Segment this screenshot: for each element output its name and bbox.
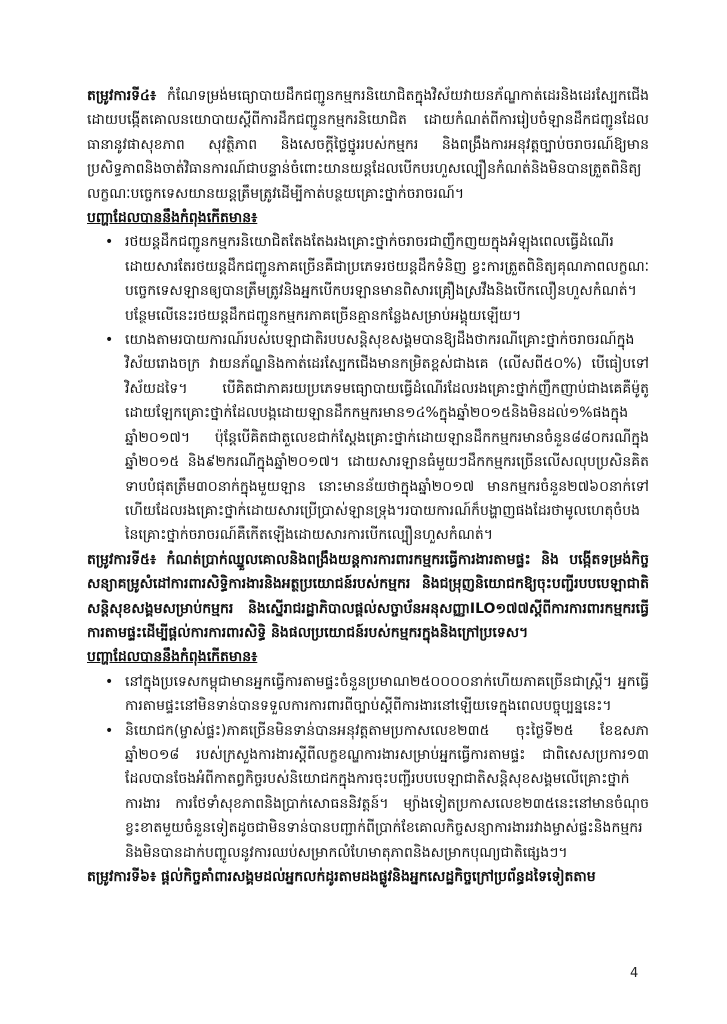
requirement-6-paragraph xyxy=(87,865,649,889)
requirement-4-heading: តម្រូវការទី៤៖ xyxy=(87,88,157,104)
requirement-6-heading: តម្រូវការទី៦៖ xyxy=(87,869,157,885)
list-item-text: យោងតាមរបាយការណ៍របស់បេឡាជាតិរបបសន្តិសុខសង្គមបានឱ្យដឹងថាករណីគ្រោះថ្នាក់ចរាចរណ៍ក្នុងវិស័យរោងចក្រ វាយនភ័ណ្ឌនិងកាត់ដេរស្បែកជើងមានកម្រិតខ្ពស់ជាងគេ (លើសពី៥០%) បើធៀបទៅវិស័យដទៃ។ បើគិតជាភាគរយប្រភេទមធ្យោបាយធ្វើដំណើរដែលរងគ្រោះថ្នាក់ញឹកញាប់ជាងគេគឺម៉ូតូដោយឡែកគ្រោះថ្នាក់ដែលបង្កដោយឡានដឹកកម្មករមាន១៤%ក្នុងឆ្នាំ២០១៥និងមិនដល់១%ផងក្នុងឆ្នាំ២០១៧។ ប៉ុន្តែបើគិតជាតួលេខជាក់ស្តែងគ្រោះថ្នាក់ដោយឡានដឹកកម្មករមានចំនួន៨៨០ករណីក្នុងឆ្នាំ២០១៥ និង៩២ករណីក្នុងឆ្នាំ២០១៧។ ដោយសារឡានធំមួយៗដឹកកម្មករច្រើនលើសលុបប្រសិនគិតទាបបំផុតត្រឹម៣០នាក់ក្នុងមួយឡាន នោះមានន័យថាក្នុងឆ្នាំ២០១៧ មានកម្មករចំនួន២៧៦០នាក់ទៅហើយដែលរងគ្រោះថ្នាក់ដោយសារប្រើប្រាស់ឡានទ្រុង។របាយការណ៍ក៏បង្ហាញផងដែរថាមូលហេតុចំបងនៃគ្រោះថ្នាក់ចរាចរណ៍គឺកើតឡើងដោយសារការបើកល្បឿនហួសកំណត់។ xyxy=(125,332,649,544)
bullet-icon: • xyxy=(105,332,114,349)
list-item xyxy=(105,670,649,719)
list-item xyxy=(105,719,649,865)
list-item-text: រថយន្តដឹកជញ្ជូនកម្មករនិយោជិតតែងតែងរងគ្រោះថ្នាក់ចរាចរជាញឹកញយក្នុងអំឡុងពេលធ្វើដំណើរដោយសារតែរថយន្តដឹកជញ្ជូនភាគច្រើនគឺជាប្រភេទរថយន្តដឹកទំនិញ ខ្វះការត្រួតពិនិត្យគុណភាពលក្ខណៈបច្ចេកទេសឡានឲ្យបានត្រឹមត្រូវនិងអ្នកបើកបរឡានមានពិសារគ្រឿងស្រវឹងនិងបើកលឿនហួសកំណត់។ បន្ថែមលើនេះរថយន្តដឹកជញ្ជូនកម្មករភាគច្រើនគ្មានកន្លែងសម្រាប់អង្គុយឡើយ។ xyxy=(125,234,649,324)
requirement-4-paragraph xyxy=(87,84,649,206)
requirement-5-heading: តម្រូវការទី៥៖ xyxy=(87,551,157,568)
requirement-5-paragraph xyxy=(87,548,649,646)
problems-list-4 xyxy=(87,230,649,547)
page-number: 4 xyxy=(630,966,639,981)
problems-subheading-5: បញ្ហាដែលបាននឹងកំពុងកើតមាន៖ xyxy=(87,649,258,666)
problems-list-5 xyxy=(87,670,649,865)
problems-subheading-4: បញ្ហាដែលបាននឹងកំពុងកើតមាន៖ xyxy=(87,210,258,227)
requirement-6-body: ផ្តល់កិច្ចគាំពារសង្គមដល់អ្នកលក់ដូរតាមដងផ្លូវនិងអ្នកសេដ្ឋកិច្ចក្រៅប្រព័ន្ធដទៃទៀតតាម xyxy=(156,869,596,885)
list-item-text: នៅក្នុងប្រទេសកម្ពុជាមានអ្នកធ្វើការតាមផ្ទះចំនួនប្រមាណ២៥០០០០នាក់ហើយភាគច្រើនជាស្ត្រី។ អ្នកធ្វើការតាមផ្ទះនៅមិនទាន់បានទទួលការការពារពីច្បាប់ស្តីពីការងារនៅឡើយទេក្នុងពេលបច្ចុប្បន្ននេះ។ xyxy=(125,673,649,715)
list-item xyxy=(105,328,649,548)
list-item xyxy=(105,230,649,328)
bullet-icon: • xyxy=(105,234,114,251)
bullet-icon: • xyxy=(105,673,114,690)
requirement-4-body: កំណែទម្រង់មធ្យោបាយដឹកជញ្ជូនកម្មករនិយោជិតក្នុងវិស័យវាយនភ័ណ្ឌកាត់ដេរនិងដេរស្បែកជើង ដោយបង្កើតគោលនយោបាយស្តីពីការដឹកជញ្ជូនកម្មករនិយោជិត ដោយកំណត់ពីការរៀបចំឡានដឹកជញ្ជូនដែលធានានូវផាសុខភាព សុវត្ថិភាព និងសេចក្តីថ្លៃថ្នូររបស់កម្មករ និងពង្រឹងការអនុវត្តច្បាប់ចរាចរណ៍ឱ្យមានប្រសិទ្ធភាពនិងចាត់វិធានការណ៍ជាបន្ទាន់ចំពោះយានយន្តដែលបើកបរហួសល្បឿនកំណត់និងមិនបានត្រួតពិនិត្យលក្ខណៈបច្ចេកទេសយានយន្តត្រឹមត្រូវដើម្បីកាត់បន្ថយគ្រោះថ្នាក់ចរាចរណ៍។ xyxy=(87,88,649,202)
list-item-text: និយោជក(ម្ចាស់ផ្ទះ)ភាគច្រើនមិនទាន់បានអនុវត្តតាមប្រកាសលេខ២៣៥ ចុះថ្ងៃទី២៥ ខែឧសភា ឆ្នាំ២០១៨ របស់ក្រសួងការងារស្តីពីលក្ខខណ្ឌការងារសម្រាប់អ្នកធ្វើការតាមផ្ទះ ជាពិសេសប្រការ១៣ ដែលបានចែងអំពីកាតព្វកិច្ចរបស់និយោជកក្នុងការចុះបញ្ជីរបបបេឡាជាតិសន្តិសុខសង្គមលើគ្រោះថ្នាក់ការងារ ការថែទាំសុខភាពនិងប្រាក់សោធននិវត្តន៍។ ម្យ៉ាងទៀតប្រកាសលេខ២៣៥នេះនៅមានចំណុចខ្វះខាតមួយចំនួនទៀតដូចជាមិនទាន់បានបញ្ជាក់ពីប្រាក់ខែគោលកិច្ចសន្យាការងាររវាងម្ចាស់ផ្ទះនិងកម្មករនិងមិនបានដាក់បញ្ចូលនូវការឈប់សម្រាកលំហែមាតុភាពនិងសម្រាកបុណ្យជាតិផ្សេងៗ។ xyxy=(125,722,649,861)
document-page xyxy=(87,84,649,889)
requirement-5-body: កំណត់ប្រាក់ឈ្នួលគោលនិងពង្រឹងយន្តការការពារកម្មករធ្វើការងារតាមផ្ទះ និង បង្កើតទម្រង់កិច្ចសន្យាគម្រូសំដៅការពារសិទ្ធិការងារនិងអត្ថប្រយោជន៍របស់កម្មករ និងជម្រុញនិយោជកឱ្យចុះបញ្ជីរបបបេឡាជាតិសន្តិសុខសង្គមសម្រាប់កម្មករ និងស្នើរាជរដ្ឋាភិបាលផ្តល់សច្ចាប័នអនុសញ្ញាILO១៧៧ស្តីពីការការពារកម្មករធ្វើការតាមផ្ទះដើម្បីផ្តល់ការការពារសិទ្ធិ និងផលប្រយោជន៍របស់កម្មករក្នុងនិងក្រៅប្រទេស។ xyxy=(87,551,649,641)
bullet-icon: • xyxy=(105,722,114,739)
